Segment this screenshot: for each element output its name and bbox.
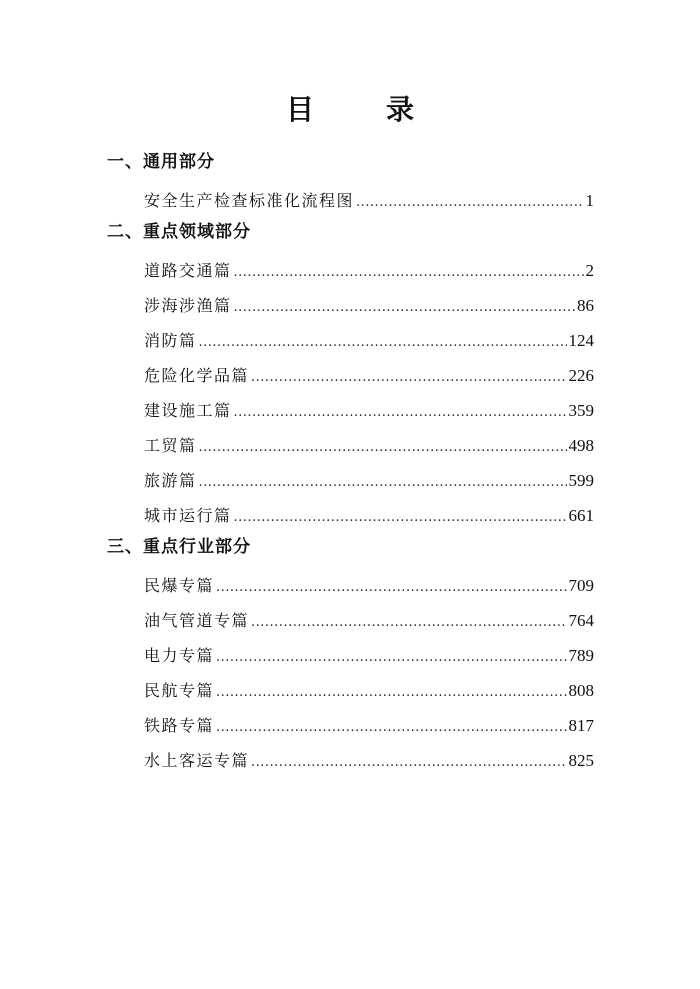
dot-leader bbox=[216, 640, 566, 675]
toc-entry-page: 359 bbox=[568, 401, 594, 420]
toc-entry-page: 2 bbox=[585, 261, 594, 280]
toc-entry[interactable] bbox=[144, 288, 594, 323]
toc-entry[interactable] bbox=[144, 638, 594, 673]
toc-entry-page: 599 bbox=[568, 471, 594, 490]
section-heading: 一、通用部分 bbox=[107, 152, 215, 172]
toc-entry-page: 226 bbox=[568, 366, 594, 385]
dot-leader bbox=[216, 675, 566, 710]
toc-entry[interactable] bbox=[144, 498, 594, 533]
toc-entry-page: 817 bbox=[568, 716, 594, 735]
dot-leader bbox=[234, 290, 575, 325]
dot-leader bbox=[199, 430, 567, 465]
toc-entry-label: 铁路专篇 bbox=[144, 716, 215, 735]
toc-entry-label: 消防篇 bbox=[144, 331, 197, 350]
toc-entry-page: 789 bbox=[568, 646, 594, 665]
toc-entry[interactable] bbox=[144, 743, 594, 778]
toc-entry-label: 电力专篇 bbox=[144, 646, 215, 665]
table-of-contents bbox=[0, 148, 700, 778]
toc-entry-page: 808 bbox=[568, 681, 594, 700]
toc-entry[interactable] bbox=[144, 393, 594, 428]
toc-entry-label: 工贸篇 bbox=[144, 436, 197, 455]
toc-entry[interactable] bbox=[144, 463, 594, 498]
page-title: 目 录 bbox=[285, 93, 436, 126]
toc-entry-page: 1 bbox=[585, 191, 594, 210]
toc-entry[interactable] bbox=[144, 428, 594, 463]
dot-leader bbox=[199, 325, 567, 360]
toc-section-key-industries bbox=[0, 533, 700, 778]
dot-leader bbox=[234, 255, 584, 290]
toc-entry[interactable] bbox=[144, 183, 594, 218]
dot-leader bbox=[199, 465, 567, 500]
toc-entry-label: 民航专篇 bbox=[144, 681, 215, 700]
dot-leader bbox=[251, 745, 566, 780]
toc-entry-label: 建设施工篇 bbox=[144, 401, 232, 420]
dot-leader bbox=[234, 500, 567, 535]
toc-entry-page: 709 bbox=[568, 576, 594, 595]
toc-entry[interactable] bbox=[144, 358, 594, 393]
toc-entry-label: 道路交通篇 bbox=[144, 261, 232, 280]
toc-entry[interactable] bbox=[144, 673, 594, 708]
toc-entry-label: 油气管道专篇 bbox=[144, 611, 250, 630]
toc-entry-label: 旅游篇 bbox=[144, 471, 197, 490]
toc-section-general bbox=[0, 148, 700, 218]
toc-entry-page: 86 bbox=[577, 296, 594, 315]
toc-entry[interactable] bbox=[144, 568, 594, 603]
toc-entry-page: 825 bbox=[568, 751, 594, 770]
toc-entry[interactable] bbox=[144, 323, 594, 358]
toc-entry-page: 661 bbox=[568, 506, 594, 525]
toc-entry-label: 安全生产检查标准化流程图 bbox=[144, 191, 355, 210]
toc-entry[interactable] bbox=[144, 708, 594, 743]
toc-entry-label: 城市运行篇 bbox=[144, 506, 232, 525]
toc-entry-page: 764 bbox=[568, 611, 594, 630]
dot-leader bbox=[356, 185, 583, 220]
toc-entry-page: 498 bbox=[568, 436, 594, 455]
dot-leader bbox=[251, 605, 566, 640]
toc-entry[interactable] bbox=[144, 253, 594, 288]
toc-section-key-areas bbox=[0, 218, 700, 533]
dot-leader bbox=[234, 395, 567, 430]
dot-leader bbox=[216, 570, 566, 605]
toc-entry-label: 水上客运专篇 bbox=[144, 751, 250, 770]
dot-leader bbox=[216, 710, 566, 745]
toc-entry-page: 124 bbox=[568, 331, 594, 350]
toc-entry[interactable] bbox=[144, 603, 594, 638]
toc-entry-label: 危险化学品篇 bbox=[144, 366, 250, 385]
section-heading: 二、重点领域部分 bbox=[107, 222, 251, 242]
toc-entry-label: 民爆专篇 bbox=[144, 576, 215, 595]
toc-entry-label: 涉海涉渔篇 bbox=[144, 296, 232, 315]
dot-leader bbox=[251, 360, 566, 395]
section-heading: 三、重点行业部分 bbox=[107, 537, 251, 557]
